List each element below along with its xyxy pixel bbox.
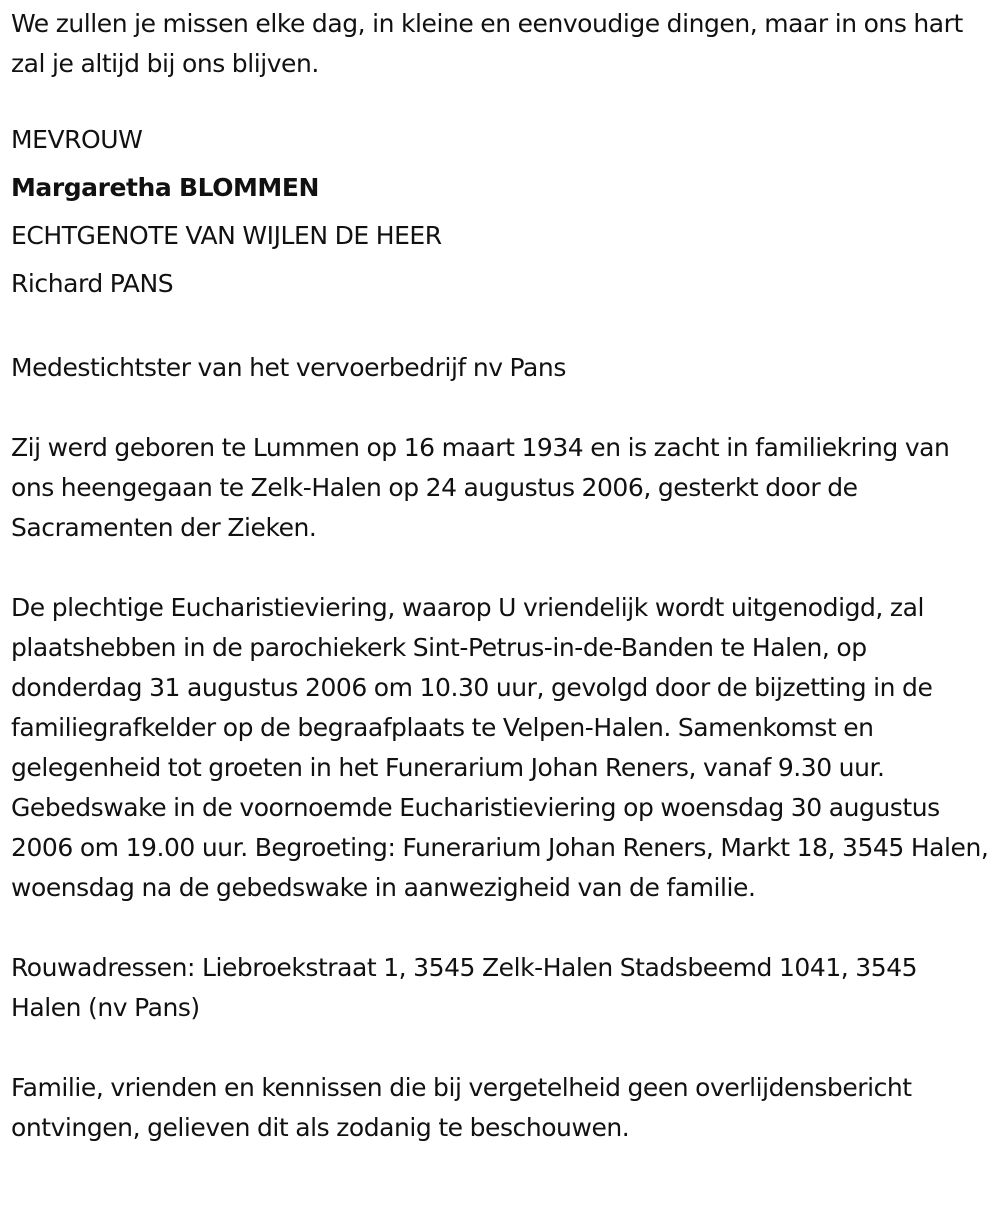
- deceased-name: Margaretha BLOMMEN: [11, 173, 319, 202]
- salutation: MEVROUW: [11, 125, 143, 154]
- role-paragraph: Medestichtster van het vervoerbedrijf nv Pans: [11, 353, 566, 382]
- ceremony-paragraph: De plechtige Eucharistieviering, waarop U vriendelijk wordt uitgenodigd, zal plaatshebben in de parochiekerk Sint-Petrus-in-de-Banden te Halen, op donderdag 31 augustus 2006 om 10.30 uur, gevolgd door de bijzetting in de familiegrafkelder op de begraafplaats te Velpen-Halen. Samenkomst en gelegenheid tot groeten in het Funerarium Johan Reners, vanaf 9.30 uur. Gebedswake in de voornoemde Eucharistieviering op woensdag 30 augustus 2006 om 19.00 uur. Begroeting: Funerarium Johan Reners, Markt 18, 3545 Halen, woensdag na de gebedswake in aanwezigheid van de familie.: [11, 593, 989, 902]
- obituary-notice: [11, 4, 991, 1148]
- deceased-header: [11, 116, 991, 308]
- spouse-name: Richard PANS: [11, 269, 174, 298]
- biography-paragraph: Zij werd geboren te Lummen op 16 maart 1934 en is zacht in familiekring van ons heengegaan te Zelk-Halen op 24 augustus 2006, gesterkt door de Sacramenten der Zieken.: [11, 433, 950, 542]
- closing-paragraph: Familie, vrienden en kennissen die bij vergetelheid geen overlijdensbericht ontvingen, gelieven dit als zodanig te beschouwen.: [11, 1073, 912, 1142]
- relation-line: ECHTGENOTE VAN WIJLEN DE HEER: [11, 221, 442, 250]
- intro-paragraph: We zullen je missen elke dag, in kleine en eenvoudige dingen, maar in ons hart zal je altijd bij ons blijven.: [11, 9, 963, 78]
- addresses-paragraph: Rouwadressen: Liebroekstraat 1, 3545 Zelk-Halen Stadsbeemd 1041, 3545 Halen (nv Pans): [11, 953, 918, 1022]
